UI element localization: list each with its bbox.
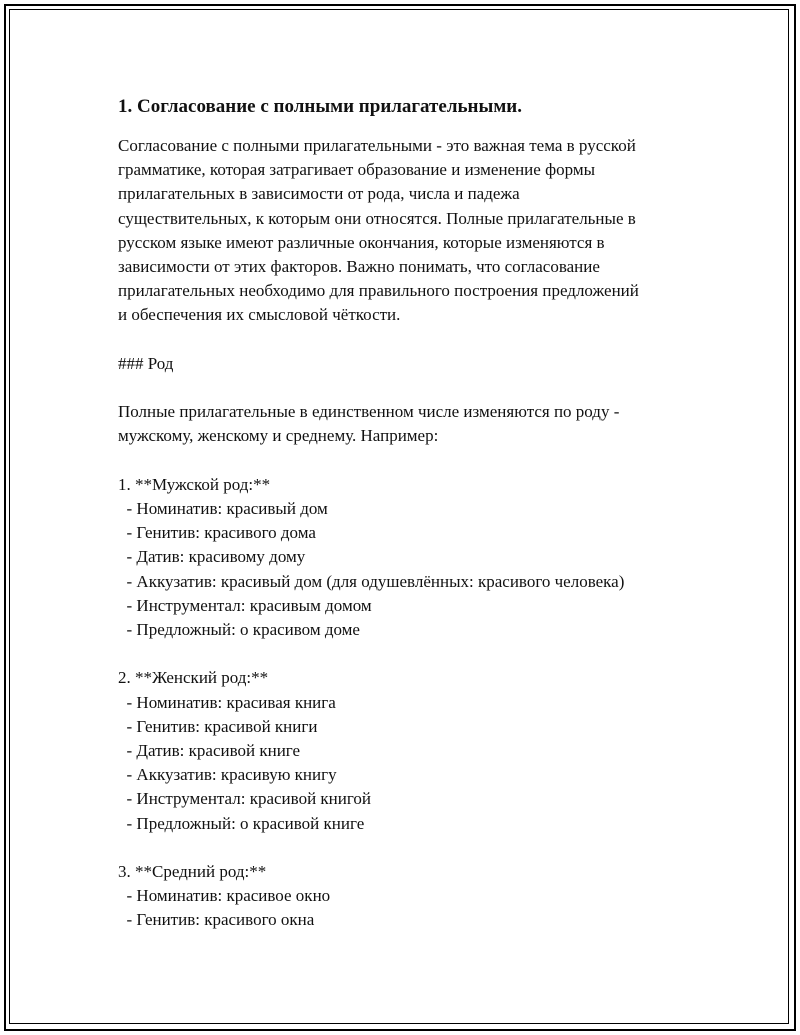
- subheading: ### Род: [118, 353, 174, 373]
- list-item: - Номинатив: красивая книга: [118, 692, 336, 712]
- list-item: - Аккузатив: красивую книгу: [118, 765, 337, 785]
- list-item: - Аккузатив: красивый дом (для одушевлённых: красивого человека): [118, 571, 625, 591]
- blank-line: [118, 328, 718, 352]
- intro-paragraph: [118, 134, 718, 328]
- list-item: - Генитив: красивой книги: [118, 716, 318, 736]
- paragraph-line: и обеспечения их смысловой чёткости.: [118, 305, 401, 325]
- paragraph-line: зависимости от этих факторов. Важно понимать, что согласование: [118, 257, 600, 277]
- list-item: - Предложный: о красивой книге: [118, 813, 365, 833]
- blank-line: [118, 836, 718, 860]
- gender-intro-paragraph: [118, 400, 718, 448]
- list-group-title: 1. **Мужской род:**: [118, 474, 271, 494]
- list-item: - Предложный: о красивом доме: [118, 620, 360, 640]
- paragraph-line: мужскому, женскому и среднему. Например:: [118, 426, 439, 446]
- section-heading: 1. Согласование с полными прилагательными.: [118, 96, 522, 117]
- blank-line: [118, 376, 718, 400]
- list-item: - Генитив: красивого окна: [118, 910, 315, 930]
- list-item: - Номинатив: красивый дом: [118, 499, 328, 518]
- list-item: - Инструментал: красивым домом: [118, 595, 372, 615]
- list-group-title: 3. **Средний род:**: [118, 862, 267, 882]
- list-item: - Датив: красивому дому: [118, 547, 306, 567]
- paragraph-line: русском языке имеют различные окончания, которые изменяются в: [118, 232, 605, 252]
- list-group-masculine: [118, 473, 718, 642]
- list-group-title: 2. **Женский род:**: [118, 668, 269, 688]
- paragraph-line: существительных, к которым они относятся. Полные прилагательные в: [118, 208, 636, 228]
- document-body: [118, 94, 718, 933]
- list-group-neuter: [118, 860, 718, 933]
- blank-line: [118, 449, 718, 473]
- list-item: - Номинатив: красивое окно: [118, 886, 331, 906]
- list-item: - Генитив: красивого дома: [118, 523, 316, 543]
- paragraph-line: Согласование с полными прилагательными - это важная тема в русской: [118, 136, 636, 155]
- list-item: - Датив: красивой книге: [118, 741, 301, 761]
- list-item: - Инструментал: красивой книгой: [118, 789, 372, 809]
- paragraph-line: прилагательных необходимо для правильного построения предложений: [118, 281, 639, 301]
- paragraph-line: Полные прилагательные в единственном числе изменяются по роду -: [118, 402, 620, 422]
- list-group-feminine: [118, 666, 718, 835]
- blank-line: [118, 642, 718, 666]
- paragraph-line: грамматике, которая затрагивает образование и изменение формы: [118, 160, 596, 180]
- paragraph-line: прилагательных в зависимости от рода, числа и падежа: [118, 184, 520, 204]
